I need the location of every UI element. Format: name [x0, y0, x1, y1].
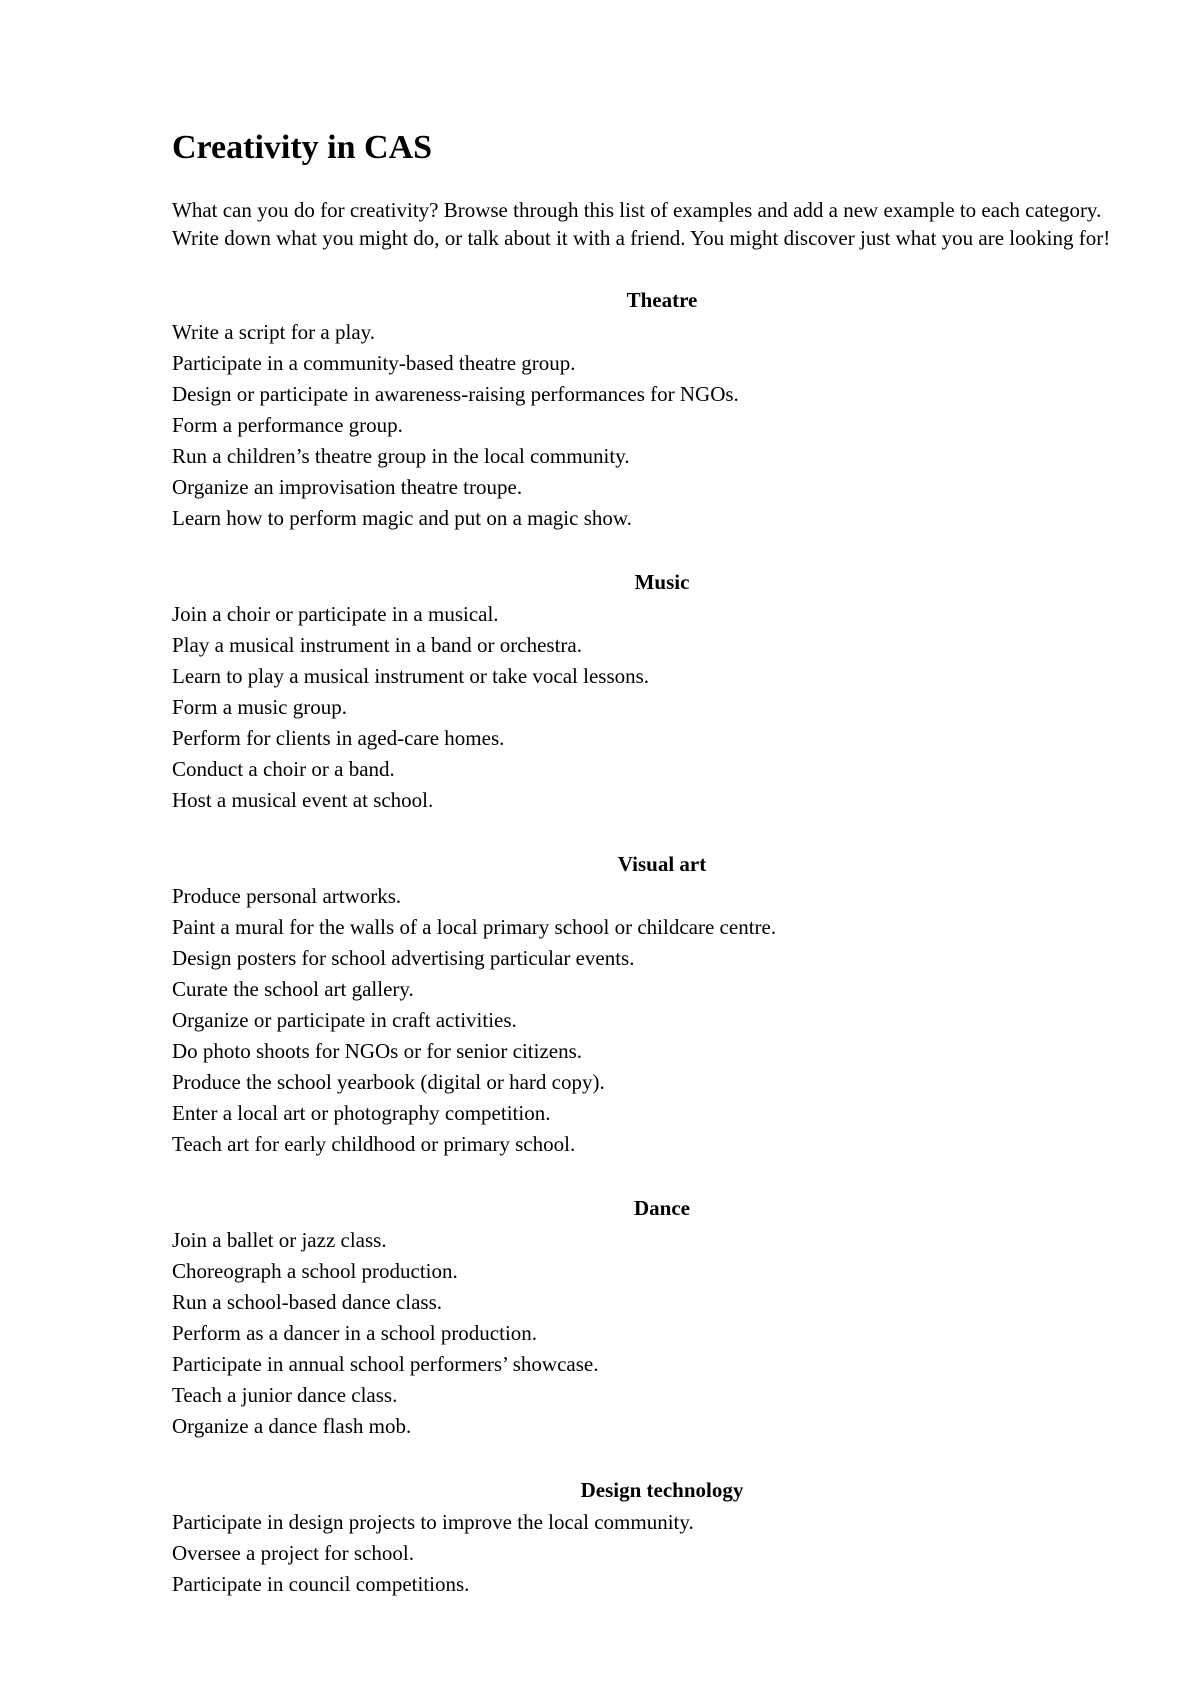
intro-paragraph: What can you do for creativity? Browse through this list of examples and add a new example to each category. Write down what you might do, or talk about it with a friend. You might discover just what you are looking for!	[172, 198, 1111, 250]
document-page	[172, 128, 1152, 1600]
list-item: Perform as a dancer in a school production.	[172, 1321, 538, 1345]
list-item: Run a children’s theatre group in the local community.	[172, 444, 630, 468]
list-item: Write a script for a play.	[172, 320, 376, 344]
list-item: Participate in a community-based theatre group.	[172, 351, 576, 375]
section-dance	[172, 1194, 1152, 1442]
list-item: Participate in design projects to improve the local community.	[172, 1510, 694, 1534]
list-item: Organize or participate in craft activities.	[172, 1008, 517, 1032]
list-item: Design posters for school advertising particular events.	[172, 946, 635, 970]
section-heading: Design technology	[580, 1478, 744, 1502]
section-heading: Music	[634, 570, 690, 594]
list-item: Join a choir or participate in a musical.	[172, 602, 499, 626]
list-item: Paint a mural for the walls of a local primary school or childcare centre.	[172, 915, 777, 939]
list-item: Organize an improvisation theatre troupe.	[172, 475, 523, 499]
list-item: Choreograph a school production.	[172, 1259, 458, 1283]
section-heading: Theatre	[626, 288, 698, 312]
list-item: Form a performance group.	[172, 413, 403, 437]
section-theatre	[172, 286, 1152, 534]
list-item: Participate in council competitions.	[172, 1572, 470, 1596]
page-title: Creativity in CAS	[172, 129, 433, 166]
section-item-list	[172, 1225, 1152, 1442]
list-item: Enter a local art or photography competition.	[172, 1101, 551, 1125]
section-heading: Visual art	[617, 852, 707, 876]
list-item: Teach art for early childhood or primary school.	[172, 1132, 576, 1156]
list-item: Conduct a choir or a band.	[172, 757, 395, 781]
section-music	[172, 568, 1152, 816]
list-item: Teach a junior dance class.	[172, 1383, 398, 1407]
section-item-list	[172, 881, 1152, 1160]
list-item: Oversee a project for school.	[172, 1541, 414, 1565]
list-item: Join a ballet or jazz class.	[172, 1228, 387, 1252]
section-item-list	[172, 599, 1152, 816]
list-item: Participate in annual school performers’ showcase.	[172, 1352, 599, 1376]
section-heading: Dance	[634, 1196, 690, 1220]
section-item-list	[172, 317, 1152, 534]
list-item: Do photo shoots for NGOs or for senior citizens.	[172, 1039, 583, 1063]
list-item: Play a musical instrument in a band or orchestra.	[172, 633, 582, 657]
list-item: Run a school-based dance class.	[172, 1290, 442, 1314]
list-item: Perform for clients in aged-care homes.	[172, 726, 505, 750]
list-item: Learn how to perform magic and put on a magic show.	[172, 506, 632, 530]
list-item: Produce the school yearbook (digital or hard copy).	[172, 1070, 605, 1094]
section-visual-art	[172, 850, 1152, 1160]
list-item: Design or participate in awareness-raising performances for NGOs.	[172, 382, 739, 406]
list-item: Host a musical event at school.	[172, 788, 434, 812]
list-item: Form a music group.	[172, 695, 347, 719]
section-item-list	[172, 1507, 1152, 1600]
list-item: Organize a dance flash mob.	[172, 1414, 412, 1438]
list-item: Curate the school art gallery.	[172, 977, 414, 1001]
list-item: Learn to play a musical instrument or take vocal lessons.	[172, 664, 650, 688]
list-item: Produce personal artworks.	[172, 884, 402, 908]
sections-container	[172, 286, 1152, 1600]
section-design-technology	[172, 1476, 1152, 1600]
